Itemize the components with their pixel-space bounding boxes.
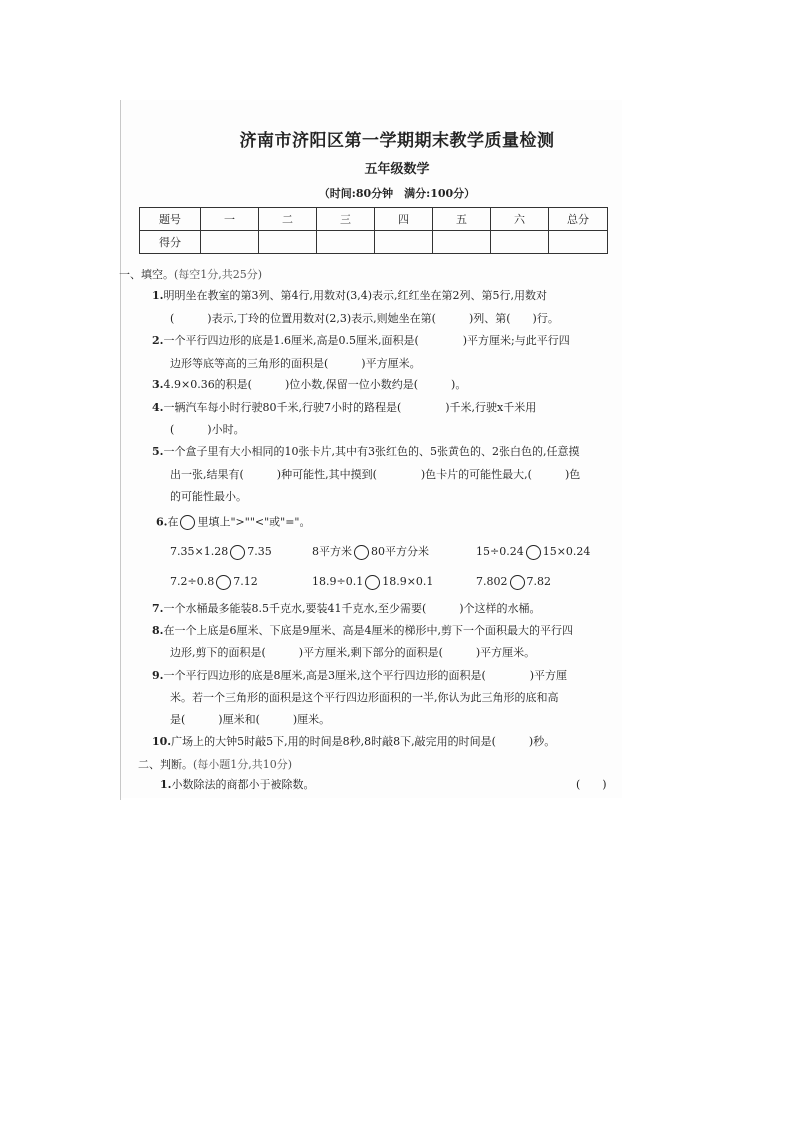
score-cell-total: 总分: [549, 208, 608, 231]
question-number: 8.: [152, 624, 164, 637]
question-number: 9.: [152, 669, 164, 682]
compare-item: [476, 573, 551, 591]
question-text: 是( )厘米和( )厘米。: [170, 713, 331, 726]
q6-number: 6.: [156, 515, 168, 529]
question-text: 的可能性最小。: [170, 490, 247, 503]
question-number: 10.: [152, 735, 172, 748]
score-row-label: 得分: [140, 231, 201, 254]
score-table: [139, 207, 608, 254]
question-line: [152, 602, 541, 616]
score-table-header-row: [140, 208, 608, 231]
question-line: [152, 735, 555, 749]
score-cell-1: 一: [201, 208, 259, 231]
score-cell-5: 五: [433, 208, 491, 231]
question-line: [170, 691, 559, 705]
question-line: [170, 423, 245, 437]
question-text: 一个盒子里有大小相同的10张卡片,其中有3张红色的、5张黄色的、2张白色的,任意摸: [163, 445, 580, 458]
compare-item: [170, 573, 258, 591]
compare-left: 7.2÷0.8: [170, 575, 215, 588]
question-number: 4.: [152, 401, 164, 414]
score-cell-4: 四: [375, 208, 433, 231]
page-edge-line: [120, 100, 121, 800]
compare-right: 7.82: [526, 575, 551, 588]
compare-left: 7.802: [476, 575, 508, 588]
exam-subtitle: 五年级数学: [364, 162, 430, 177]
question-line: [170, 312, 559, 326]
judge-q1: [160, 778, 314, 792]
exam-info: （时间:80分钟 满分:100分）: [318, 187, 476, 200]
question-line: [170, 646, 535, 660]
score-cell-2: 二: [259, 208, 317, 231]
q6-pre: 在: [167, 515, 179, 529]
compare-left: 18.9÷0.1: [312, 575, 364, 588]
question-text: 一个平行四边形的底是8厘米,高是3厘米,这个平行四边形的面积是( )平方厘: [163, 669, 568, 682]
question-line: [152, 624, 573, 638]
compare-right: 18.9×0.1: [382, 575, 434, 588]
score-cell-6: 六: [491, 208, 549, 231]
question-text: 米。若一个三角形的面积是这个平行四边形面积的一半,你认为此三角形的底和高: [170, 691, 559, 704]
question-text: 边形等底等高的三角形的面积是( )平方厘米。: [170, 357, 421, 370]
q6-instruction: [156, 515, 311, 530]
question-text: 4.9×0.36的积是( )位小数,保留一位小数约是( )。: [163, 378, 467, 391]
compare-left: 15÷0.24: [476, 545, 524, 558]
compare-right: 80平方分米: [371, 545, 429, 558]
question-number: 1.: [152, 289, 164, 302]
section2-title: 二、判断。: [138, 758, 193, 771]
compare-circle-icon: [180, 515, 195, 530]
score-blank[interactable]: [549, 231, 608, 254]
section2-note: (每小题1分,共10分): [193, 758, 293, 771]
compare-circle-icon[interactable]: [526, 545, 541, 560]
question-text: ( )小时。: [170, 423, 245, 436]
score-blank[interactable]: [317, 231, 375, 254]
judge-q1-answer[interactable]: ( ): [576, 778, 607, 791]
score-blank[interactable]: [491, 231, 549, 254]
question-text: 在一个上底是6厘米、下底是9厘米、高是4厘米的梯形中,剪下一个面积最大的平行四: [163, 624, 573, 637]
question-line: [170, 468, 580, 482]
compare-circle-icon[interactable]: [216, 575, 231, 590]
compare-item: [170, 543, 272, 561]
compare-circle-icon[interactable]: [354, 545, 369, 560]
question-line: [152, 669, 567, 683]
question-text: ( )表示,丁玲的位置用数对(2,3)表示,则她坐在第( )列、第( )行。: [170, 312, 559, 325]
question-text: 一个平行四边形的底是1.6厘米,高是0.5厘米,面积是( )平方厘米;与此平行四: [163, 334, 570, 347]
compare-item: [476, 543, 590, 561]
compare-right: 7.12: [233, 575, 258, 588]
score-blank[interactable]: [375, 231, 433, 254]
question-text: 边形,剪下的面积是( )平方厘米,剩下部分的面积是( )平方厘米。: [170, 646, 536, 659]
question-line: [152, 289, 547, 303]
compare-left: 8平方米: [312, 545, 352, 558]
compare-circle-icon[interactable]: [230, 545, 245, 560]
question-line: [170, 490, 247, 504]
question-line: [152, 378, 466, 392]
section1-heading: [119, 266, 262, 282]
compare-circle-icon[interactable]: [365, 575, 380, 590]
section1-note: (每空1分,共25分): [174, 268, 263, 281]
compare-right: 7.35: [247, 545, 272, 558]
compare-circle-icon[interactable]: [510, 575, 525, 590]
question-line: [170, 357, 421, 371]
question-text: 明明坐在教室的第3列、第4行,用数对(3,4)表示,红红坐在第2列、第5行,用数对: [163, 289, 548, 302]
q6-post: 里填上">""<"或"="。: [197, 515, 311, 529]
question-text: 一个水桶最多能装8.5千克水,要装41千克水,至少需要( )个这样的水桶。: [163, 602, 541, 615]
exam-title: 济南市济阳区第一学期期末教学质量检测: [239, 131, 555, 151]
question-text: 出一张,结果有( )种可能性,其中摸到( )色卡片的可能性最大,( )色: [170, 468, 581, 481]
judge-q1-number: 1.: [160, 778, 172, 791]
question-number: 3.: [152, 378, 164, 391]
question-text: 一辆汽车每小时行驶80千米,行驶7小时的路程是( )千米,行驶x千米用: [163, 401, 537, 414]
question-line: [170, 713, 330, 727]
question-text: 广场上的大钟5时敲5下,用的时间是8秒,8时敲8下,敲完用的时间是( )秒。: [171, 735, 556, 748]
compare-item: [312, 573, 433, 591]
score-cell-3: 三: [317, 208, 375, 231]
question-line: [152, 445, 579, 459]
question-line: [152, 401, 536, 415]
score-table-score-row: [140, 231, 608, 254]
section2-heading: [138, 756, 292, 772]
compare-left: 7.35×1.28: [170, 545, 229, 558]
question-number: 2.: [152, 334, 164, 347]
compare-right: 15×0.24: [542, 545, 591, 558]
question-number: 7.: [152, 602, 164, 615]
compare-item: [312, 543, 429, 561]
question-line: [152, 334, 570, 348]
question-number: 5.: [152, 445, 164, 458]
score-blank[interactable]: [259, 231, 317, 254]
score-cell-label: 题号: [140, 208, 201, 231]
score-blank[interactable]: [201, 231, 259, 254]
score-blank[interactable]: [433, 231, 491, 254]
section1-title: 一、填空。: [119, 268, 174, 281]
judge-q1-text: 小数除法的商都小于被除数。: [171, 778, 315, 791]
